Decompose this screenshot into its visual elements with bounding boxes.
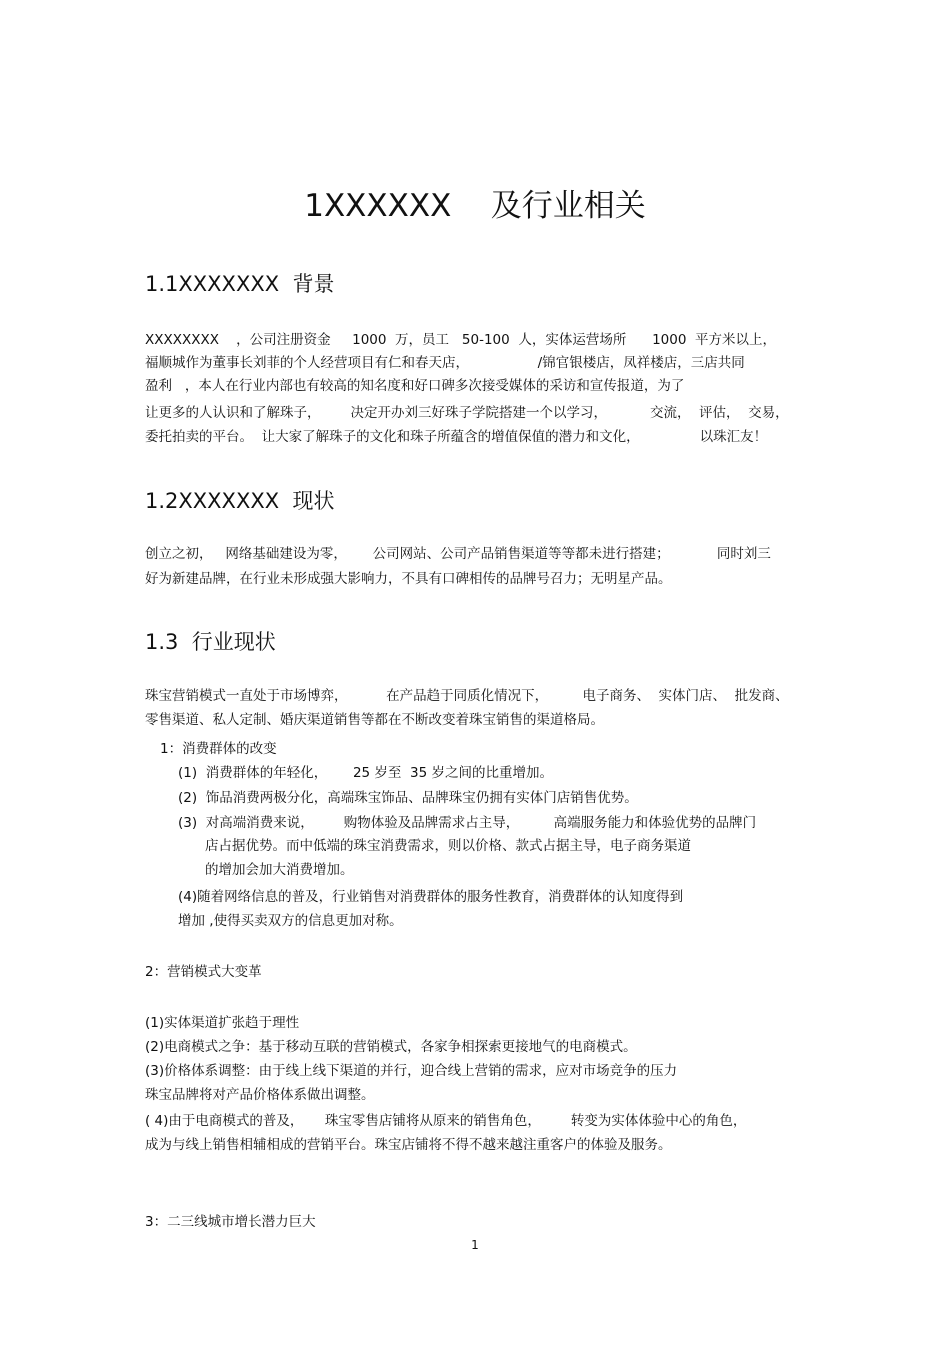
paragraph-line: 委托拍卖的平台。 让大家了解珠子的文化和珠子所蕴含的增值保值的潜力和文化， 以珠汇友！ (145, 429, 768, 445)
paragraph-line: 好为新建品牌，在行业未形成强大影响力，不具有口碑相传的品牌号召力；无明星产品。 (145, 571, 672, 587)
paragraph-line: 盈利 ，本人在行业内部也有较高的知名度和好口碑多次接受媒体的采访和宣传报道，为了 (145, 378, 685, 394)
list-item: (4)随着网络信息的普及，行业销售对消费群体的服务性教育，消费群体的认知度得到 (178, 889, 684, 905)
paragraph-line: 福顺城作为董事长刘菲的个人经营项目有仁和春天店， /锦官银楼店，凤祥楼店，三店共同 (145, 355, 745, 371)
section-heading-industry: 1.3 行业现状 (145, 630, 276, 654)
paragraph-line: 创立之初， 网络基础建设为零， 公司网站、公司产品销售渠道等等都未进行搭建； 同时刘三 (145, 546, 771, 562)
list-item: ( 4)由于电商模式的普及， 珠宝零售店铺将从原来的销售角色， 转变为实体体验中心的角色， (145, 1113, 747, 1129)
paragraph-line: 零售渠道、私人定制、婚庆渠道销售等都在不断改变着珠宝销售的渠道格局。 (145, 712, 604, 728)
list-item: (3) 对高端消费来说， 购物体验及品牌需求占主导， 高端服务能力和体验优势的品牌门 (178, 815, 757, 831)
paragraph-line: 珠宝营销模式一直处于市场博弈， 在产品趋于同质化情况下， 电子商务、 实体门店、 批发商、 (145, 688, 789, 704)
list-item-continuation: 增加 ,使得买卖双方的信息更加对称。 (178, 913, 403, 929)
list-item: (1)实体渠道扩张趋于理性 (145, 1015, 300, 1031)
list-item: (2) 饰品消费两极分化，高端珠宝饰品、品牌珠宝仍拥有实体门店销售优势。 (178, 790, 638, 806)
list-item-continuation: 店占据优势。而中低端的珠宝消费需求，则以价格、款式占据主导，电子商务渠道 (205, 838, 691, 854)
list-item: (2)电商模式之争：基于移动互联的营销模式，各家争相探索更接地气的电商模式。 (145, 1039, 637, 1055)
list-item: (1) 消费群体的年轻化， 25 岁至 35 岁之间的比重增加。 (178, 765, 553, 781)
list-item-continuation: 的增加会加大消费增加。 (205, 862, 354, 878)
section-heading-background: 1.1XXXXXXX 背景 (145, 272, 335, 296)
page-number: 1 (471, 1238, 479, 1252)
document-title: 1XXXXXX 及行业相关 (304, 188, 646, 224)
paragraph-line: 让更多的人认识和了解珠子， 决定开办刘三好珠子学院搭建一个以学习， 交流， 评估， 交易， (145, 405, 789, 421)
section-heading-status: 1.2XXXXXXX 现状 (145, 489, 335, 513)
subsection-title: 3：二三线城市增长潜力巨大 (145, 1214, 316, 1230)
subsection-title: 1：消费群体的改变 (160, 741, 277, 757)
list-item: (3)价格体系调整：由于线上线下渠道的并行，迎合线上营销的需求，应对市场竞争的压力 (145, 1063, 678, 1079)
list-item-continuation: 珠宝品牌将对产品价格体系做出调整。 (145, 1087, 375, 1103)
subsection-title: 2：营销模式大变革 (145, 964, 262, 980)
list-item-continuation: 成为与线上销售相辅相成的营销平台。珠宝店铺将不得不越来越注重客户的体验及服务。 (145, 1137, 672, 1153)
paragraph-line: XXXXXXXX ，公司注册资金 1000 万，员工 50-100 人，实体运营场所 1000 平方米以上， (145, 332, 777, 348)
